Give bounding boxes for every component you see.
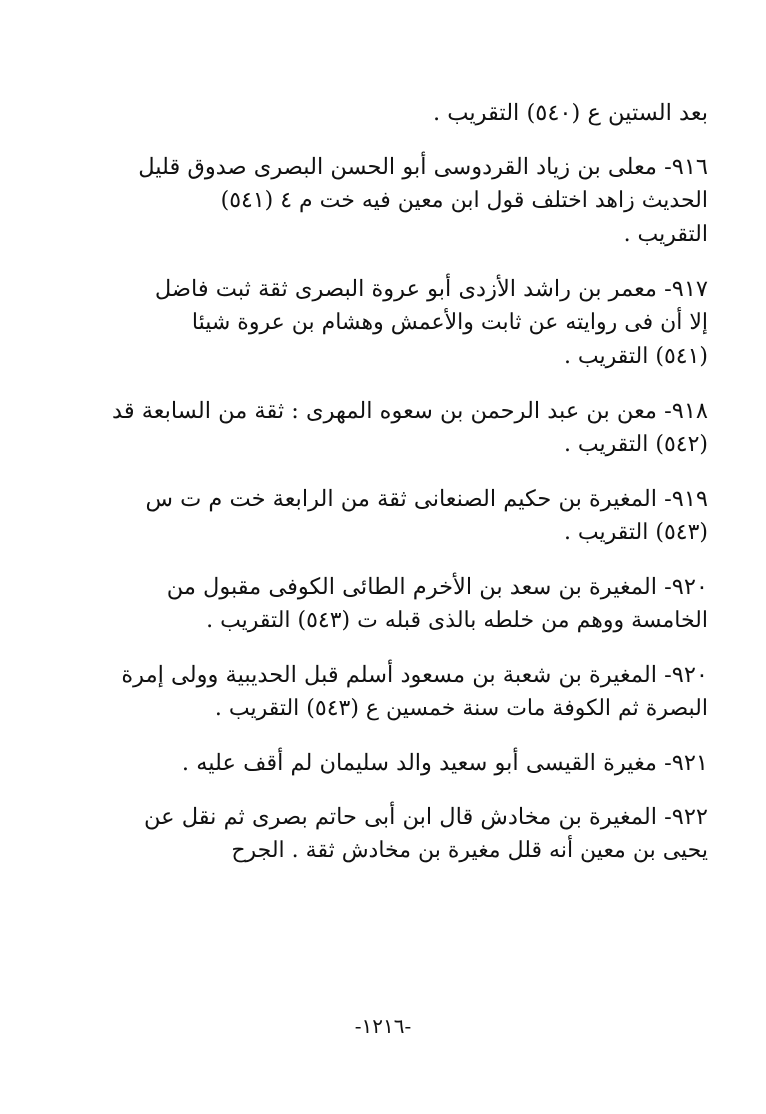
text-line: الخامسة ووهم من خلطه بالذى قبله ت (٥٤٣) التقريب .: [206, 608, 708, 633]
entry-918: [96, 394, 708, 462]
text-line: (٥٤١) التقريب .: [563, 344, 708, 369]
entry-920: [96, 570, 708, 638]
text-line: الحديث زاهد اختلف قول ابن معين فيه خت م ٤ (٥٤١): [220, 188, 708, 213]
text-line: إلا أن فى روايته عن ثابت والأعمش وهشام بن عروة شيئا: [191, 310, 708, 335]
text-line: (٥٤٣) التقريب .: [563, 520, 708, 545]
entry-917: [96, 272, 708, 374]
entry-916: [96, 150, 708, 252]
text-line: البصرة ثم الكوفة مات سنة خمسين ع (٥٤٣) التقريب .: [214, 696, 708, 721]
text-body: [96, 96, 708, 888]
text-line: (٥٤٢) التقريب .: [563, 432, 708, 457]
text-line: يحيى بن معين أنه قلل مغيرة بن مخادش ثقة . الجرح: [231, 838, 708, 863]
text-line: ٩١٩- المغيرة بن حكيم الصنعانى ثقة من الرابعة خت م ت س: [145, 486, 708, 512]
entry-922: [96, 800, 708, 868]
text-line: بعد الستين ع (٥٤٠) التقريب .: [432, 100, 708, 126]
text-line: التقريب .: [623, 222, 708, 247]
text-line: ٩٢١- مغيرة القيسى أبو سعيد والد سليمان لم أقف عليه .: [181, 750, 708, 776]
text-line: ٩١٧- معمر بن راشد الأزدى أبو عروة البصرى ثقة ثبت فاضل: [154, 276, 708, 302]
text-line: ٩٢٢- المغيرة بن مخادش قال ابن أبى حاتم بصرى ثم نقل عن: [144, 804, 708, 830]
text-line: ٩٢٠- المغيرة بن سعد بن الأخرم الطائى الكوفى مقبول من: [166, 574, 708, 600]
entry-919: [96, 482, 708, 550]
entry-921: [96, 746, 708, 780]
page-number: -١٢١٦-: [354, 1014, 412, 1038]
text-line: ٩٢٠َ- المغيرة بن شعبة بن مسعود أسلم قبل الحديبية وولى إمرة: [121, 662, 708, 688]
text-line: ٩١٦- معلى بن زياد القردوسى أبو الحسن البصرى صدوق قليل: [138, 154, 708, 180]
entry-920-bis: [96, 658, 708, 726]
entry-continuation: [96, 96, 708, 130]
text-line: ٩١٨- معن بن عبد الرحمن بن سعوه المهرى : ثقة من السابعة قد: [112, 398, 708, 424]
